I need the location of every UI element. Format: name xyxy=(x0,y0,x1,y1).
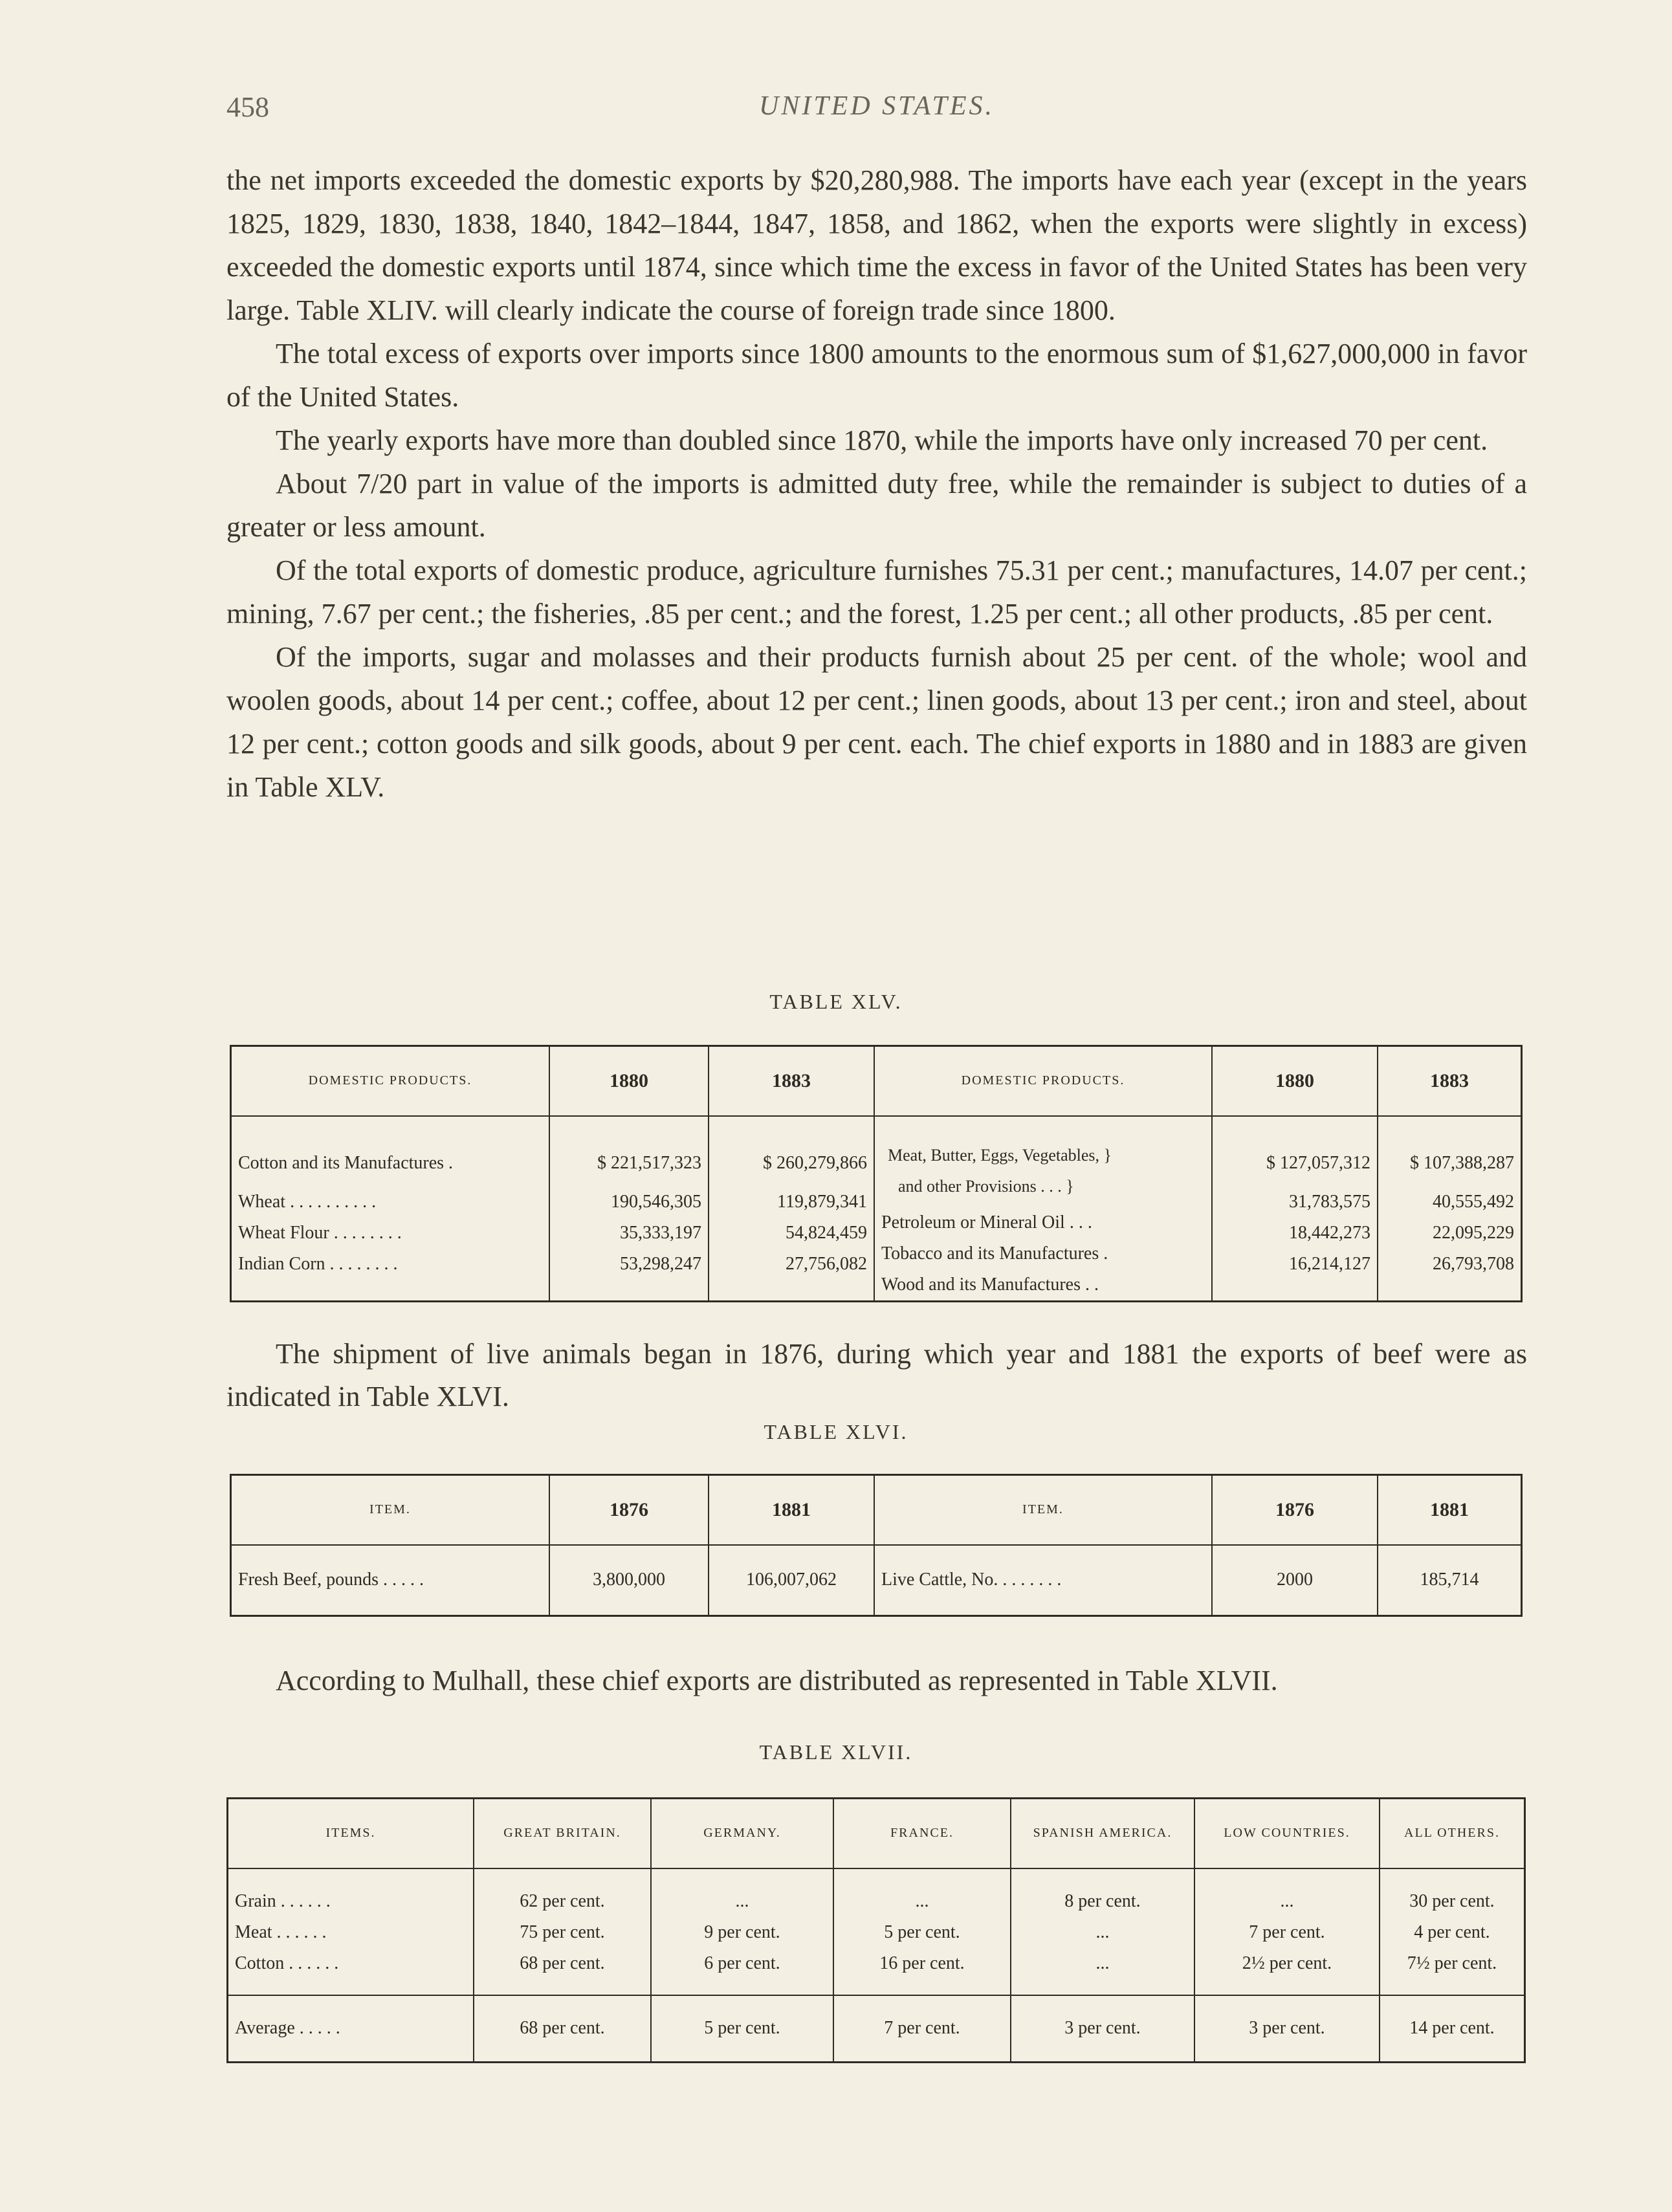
value: 62 per cent. xyxy=(520,1890,605,1911)
row-label: Wood and its Manufactures . . xyxy=(881,1274,1099,1295)
table-cell xyxy=(1380,1868,1525,1995)
row-label: Wheat . . . . . . . . . . xyxy=(238,1191,377,1212)
value: 3,800,000 xyxy=(549,1545,709,1616)
value: 106,007,062 xyxy=(709,1545,874,1616)
table-cell xyxy=(709,1116,874,1302)
col-header: FRANCE. xyxy=(833,1799,1011,1868)
value: 2000 xyxy=(1212,1545,1378,1616)
value: 54,824,459 xyxy=(786,1222,867,1243)
value: 27,756,082 xyxy=(786,1253,867,1274)
col-header: 1876 xyxy=(549,1475,709,1545)
row-label: Indian Corn . . . . . . . . xyxy=(238,1253,398,1274)
value: $ 107,388,287 xyxy=(1410,1152,1514,1173)
table-cell xyxy=(1378,1116,1522,1302)
paragraph: Of the imports, sugar and molasses and their products furnish about 25 per cent. of the whole; wool and woolen goods, about 14 per cent.; coffee, about 12 per cent.; linen goods, about 13 per cent.; iron and steel, about 12 per cent.; cotton goods and silk goods, about 9 per cent. each. The chief exports in 1880 and in 1883 are given in Table XLV. xyxy=(226,641,1527,803)
col-header: 1880 xyxy=(1212,1046,1378,1116)
value: $ 127,057,312 xyxy=(1266,1152,1370,1173)
value: 53,298,247 xyxy=(620,1253,701,1274)
value: ... xyxy=(1095,1922,1110,1942)
value: ... xyxy=(1095,1953,1110,1973)
row-label: Meat, Butter, Eggs, Vegetables, } xyxy=(888,1145,1112,1165)
table-cell xyxy=(1194,1868,1380,1995)
col-header: DOMESTIC PRODUCTS. xyxy=(231,1046,550,1116)
col-header: SPANISH AMERICA. xyxy=(1011,1799,1194,1868)
paragraph: The shipment of live animals began in 1876, during which year and 1881 the exports of beef were as indicated in Table XLVI. xyxy=(226,1338,1527,1412)
value: ... xyxy=(735,1890,749,1911)
body-text xyxy=(226,1333,1527,1418)
paragraph: According to Mulhall, these chief exports are distributed as represented in Table XLVII. xyxy=(276,1665,1278,1696)
col-header: LOW COUNTRIES. xyxy=(1194,1799,1380,1868)
value: 18,442,273 xyxy=(1289,1222,1370,1243)
table-47 xyxy=(226,1797,1526,2063)
table-45-caption: TABLE XLV. xyxy=(769,990,903,1013)
value: 31,783,575 xyxy=(1289,1191,1370,1212)
value: 7 per cent. xyxy=(833,1995,1011,2063)
col-header: 1881 xyxy=(709,1475,874,1545)
table-cell xyxy=(231,1116,550,1302)
row-label: Grain . . . . . . xyxy=(235,1890,331,1911)
col-header: ITEM. xyxy=(231,1475,550,1545)
value: 190,546,305 xyxy=(611,1191,701,1212)
table-cell xyxy=(874,1116,1212,1302)
value: 7 per cent. xyxy=(1249,1922,1325,1942)
table-46-caption: TABLE XLVI. xyxy=(764,1420,908,1443)
col-header: 1883 xyxy=(709,1046,874,1116)
table-cell xyxy=(228,1868,474,1995)
value: 75 per cent. xyxy=(520,1922,605,1942)
col-header: GREAT BRITAIN. xyxy=(474,1799,651,1868)
row-label: Wheat Flour . . . . . . . . xyxy=(238,1222,402,1243)
value: 6 per cent. xyxy=(704,1953,780,1973)
col-header: ITEMS. xyxy=(228,1799,474,1868)
col-header: DOMESTIC PRODUCTS. xyxy=(874,1046,1212,1116)
body-text xyxy=(226,159,1527,809)
col-header: ALL OTHERS. xyxy=(1380,1799,1525,1868)
col-header: 1876 xyxy=(1212,1475,1378,1545)
col-header: GERMANY. xyxy=(651,1799,833,1868)
table-45 xyxy=(230,1045,1523,1302)
page-header xyxy=(226,91,1527,129)
table-cell xyxy=(474,1868,651,1995)
running-head: UNITED STATES. xyxy=(758,91,995,121)
table-cell xyxy=(833,1868,1011,1995)
value: 16 per cent. xyxy=(879,1953,965,1973)
value: 2½ per cent. xyxy=(1242,1953,1332,1973)
col-header: 1881 xyxy=(1378,1475,1522,1545)
value: $ 221,517,323 xyxy=(597,1152,701,1173)
value: 119,879,341 xyxy=(777,1191,867,1212)
value: 26,793,708 xyxy=(1433,1253,1514,1274)
row-label: Tobacco and its Manufactures . xyxy=(881,1243,1108,1264)
paragraph: the net imports exceeded the domestic exports by $20,280,988. The imports have each year (except in the years 1825, 1829, 1830, 1838, 1840, 1842–1844, 1847, 1858, and 1862, when the exports were slightly in excess) exceeded the domestic exports until 1874, since which time the excess in favor of the United States has been very large. Table XLIV. will clearly indicate the course of foreign trade since 1800. xyxy=(226,164,1527,326)
table-cell xyxy=(1011,1868,1194,1995)
col-header: 1880 xyxy=(549,1046,709,1116)
value: 35,333,197 xyxy=(620,1222,701,1243)
paragraph: The total excess of exports over imports since 1800 amounts to the enormous sum of $1,627,000,000 in favor of the United States. xyxy=(226,338,1527,413)
value: 4 per cent. xyxy=(1414,1922,1490,1942)
paragraph: The yearly exports have more than doubled since 1870, while the imports have only increased 70 per cent. xyxy=(276,424,1488,456)
row-label: Cotton and its Manufactures . xyxy=(238,1152,454,1173)
value: 5 per cent. xyxy=(884,1922,960,1942)
value: 3 per cent. xyxy=(1011,1995,1194,2063)
page-number: 458 xyxy=(226,91,269,123)
row-label: and other Provisions . . . } xyxy=(898,1176,1074,1196)
table-47-caption: TABLE XLVII. xyxy=(759,1740,913,1764)
value: 16,214,127 xyxy=(1289,1253,1370,1274)
value: 22,095,229 xyxy=(1433,1222,1514,1243)
table-cell xyxy=(1212,1116,1378,1302)
value: ... xyxy=(915,1890,929,1911)
row-label: Petroleum or Mineral Oil . . . xyxy=(881,1212,1092,1232)
average-label: Average . . . . . xyxy=(228,1995,474,2063)
paragraph: About 7/20 part in value of the imports is admitted duty free, while the remainder is subject to duties of a greater or less amount. xyxy=(226,468,1527,543)
value: 30 per cent. xyxy=(1409,1890,1495,1911)
value: 68 per cent. xyxy=(474,1995,651,2063)
paragraph: Of the total exports of domestic produce, agriculture furnishes 75.31 per cent.; manufactures, 14.07 per cent.; mining, 7.67 per cent.; the fisheries, .85 per cent.; and the forest, 1.25 per cent.; all other products, .85 per cent. xyxy=(226,554,1527,630)
value: 5 per cent. xyxy=(651,1995,833,2063)
value: 8 per cent. xyxy=(1064,1890,1141,1911)
value: 68 per cent. xyxy=(520,1953,605,1973)
col-header: ITEM. xyxy=(874,1475,1212,1545)
col-header: 1883 xyxy=(1378,1046,1522,1116)
table-46 xyxy=(230,1474,1523,1617)
value: $ 260,279,866 xyxy=(763,1152,867,1173)
value: 14 per cent. xyxy=(1380,1995,1525,2063)
value: 185,714 xyxy=(1378,1545,1522,1616)
table-cell xyxy=(549,1116,709,1302)
value: 40,555,492 xyxy=(1433,1191,1514,1212)
value: 3 per cent. xyxy=(1194,1995,1380,2063)
value: 9 per cent. xyxy=(704,1922,780,1942)
value: ... xyxy=(1280,1890,1294,1911)
row-label: Live Cattle, No. . . . . . . . xyxy=(874,1545,1212,1616)
row-label: Meat . . . . . . xyxy=(235,1922,327,1942)
value: 7½ per cent. xyxy=(1407,1953,1497,1973)
row-label: Cotton . . . . . . xyxy=(235,1953,339,1973)
table-cell xyxy=(651,1868,833,1995)
row-label: Fresh Beef, pounds . . . . . xyxy=(238,1570,424,1590)
body-text xyxy=(226,1659,1527,1702)
